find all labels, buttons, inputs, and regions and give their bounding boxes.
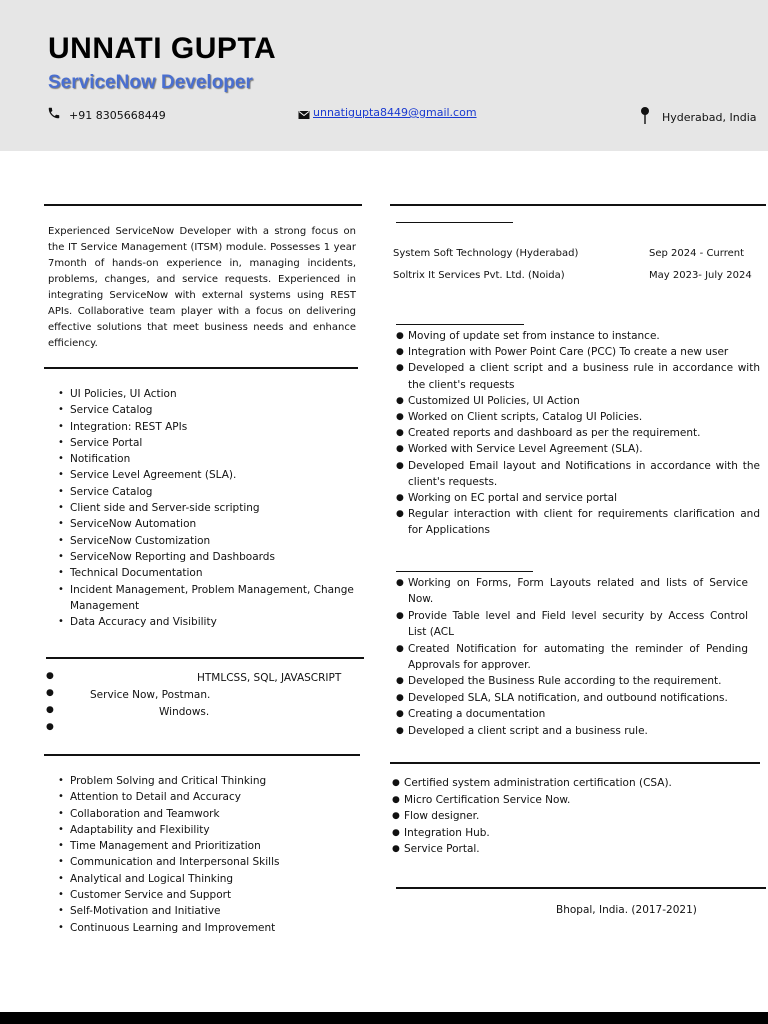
soft-skill-item: • Analytical and Logical Thinking [48,871,354,887]
skill-item: • Incident Management, Problem Management, Change Management [48,582,354,615]
skill-item: • ServiceNow Reporting and Dashboards [48,549,354,565]
soft-skill-item: • Self-Motivation and Initiative [48,903,354,919]
candidate-role: ServiceNow Developer [48,72,253,93]
soft-skill-item: • Collaboration and Teamwork [48,806,354,822]
skill-item: • ServiceNow Customization [48,533,354,549]
job1-point: ● Working on EC portal and service portal [396,490,760,506]
job1-point: ● Moving of update set from instance to instance. [396,328,760,344]
certifications-rule [390,762,760,764]
skill-item: • UI Policies, UI Action [48,386,354,402]
skill-item: • Service Portal [48,435,354,451]
job2-point: ● Developed the Business Rule according to the requirement. [396,673,748,689]
certification-item: ● Service Portal. [392,841,752,858]
job2-point: ● Created Notification for automating the reminder of Pending Approvals for approver. [396,641,748,674]
education-location: Bhopal, India. (2017-2021) [556,904,697,916]
education-rule [396,887,766,889]
job2-point: ● Developed a client script and a business rule. [396,723,748,739]
job1-point: ● Integration with Power Point Care (PCC) To create a new user [396,344,760,360]
certification-item: ● Micro Certification Service Now. [392,792,752,809]
job1-point: ● Worked on Client scripts, Catalog UI Policies. [396,409,760,425]
job2-point: ● Developed SLA, SLA notification, and outbound notifications. [396,690,748,706]
soft-skill-item: • Attention to Detail and Accuracy [48,789,354,805]
tools-os: Windows. [159,706,210,718]
job1-point: ● Customized UI Policies, UI Action [396,393,760,409]
footer-bar [0,1012,768,1024]
experience-company-2: Soltrix It Services Pvt. Ltd. (Noida) [393,270,565,281]
experience-dates-2: May 2023- July 2024 [649,270,752,281]
profile-summary: Experienced ServiceNow Developer with a strong focus on the IT Service Management (ITSM) module. Possesses 1 year 7month of hands-on experience in, managing incidents, problems, changes, and service requests. Experienced in integrating ServiceNow with external systems using REST APIs. Collaborative team player with a focus on delivering effective solutions that meet business needs and enhance efficiency. [48,226,356,349]
soft-skill-item: • Customer Service and Support [48,887,354,903]
soft-skill-item: • Adaptability and Flexibility [48,822,354,838]
tools-software: Service Now, Postman. [90,689,211,701]
skill-item: • Integration: REST APIs [48,419,354,435]
job2-point: ● Provide Table level and Field level security by Access Control List (ACL [396,608,748,641]
soft-skill-item: • Communication and Interpersonal Skills [48,854,354,870]
skill-item: • Client side and Server-side scripting [48,500,354,516]
experience-dates-1: Sep 2024 - Current [649,248,744,259]
job1-heading-underline [396,324,524,325]
certification-item: ● Flow designer. [392,808,752,825]
job1-point: ● Created reports and dashboard as per the requirement. [396,425,760,441]
job2-point: ● Creating a documentation [396,706,748,722]
job1-point: ● Developed Email layout and Notifications in accordance with the client's requests. [396,458,760,490]
job2-heading-underline [396,571,533,572]
job1-point: ● Developed a client script and a business rule in accordance with the client's requests [396,360,760,392]
tools-rule [46,657,364,659]
job1-points [396,328,760,539]
skill-item: • ServiceNow Automation [48,516,354,532]
pin-icon [640,106,650,124]
envelope-icon [298,109,310,121]
phone-icon [47,106,61,120]
soft-skills-rule [44,754,360,756]
soft-skill-item: • Continuous Learning and Improvement [48,920,354,936]
phone-number: +91 8305668449 [69,109,166,122]
skills-rule [44,367,358,369]
job1-point: ● Worked with Service Level Agreement (SLA). [396,441,760,457]
soft-skill-item: • Time Management and Prioritization [48,838,354,854]
job2-point: ● Working on Forms, Form Layouts related and lists of Service Now. [396,575,748,608]
experience-heading-underline [396,222,513,223]
soft-skills-list [48,773,354,936]
location-text: Hyderabad, India [662,111,757,124]
certification-item: ● Certified system administration certification (CSA). [392,775,752,792]
experience-rule [390,204,766,206]
skill-item: • Service Catalog [48,484,354,500]
certifications-list [392,775,752,858]
skill-item: • Data Accuracy and Visibility [48,614,354,630]
skill-item: • Technical Documentation [48,565,354,581]
job1-point: ● Regular interaction with client for requirements clarification and for Applications [396,506,760,538]
skill-item: • Service Catalog [48,402,354,418]
experience-company-1: System Soft Technology (Hyderabad) [393,248,579,259]
summary-rule [44,204,362,206]
skill-item: • Notification [48,451,354,467]
certification-item: ● Integration Hub. [392,825,752,842]
skills-list [48,386,354,630]
soft-skill-item: • Problem Solving and Critical Thinking [48,773,354,789]
job2-points [396,575,748,739]
tools-languages: HTMLCSS, SQL, JAVASCRIPT [197,672,342,684]
skill-item: • Service Level Agreement (SLA). [48,467,354,483]
email-link[interactable]: unnatigupta8449@gmail.com [313,106,477,119]
candidate-name: UNNATI GUPTA [48,32,277,65]
